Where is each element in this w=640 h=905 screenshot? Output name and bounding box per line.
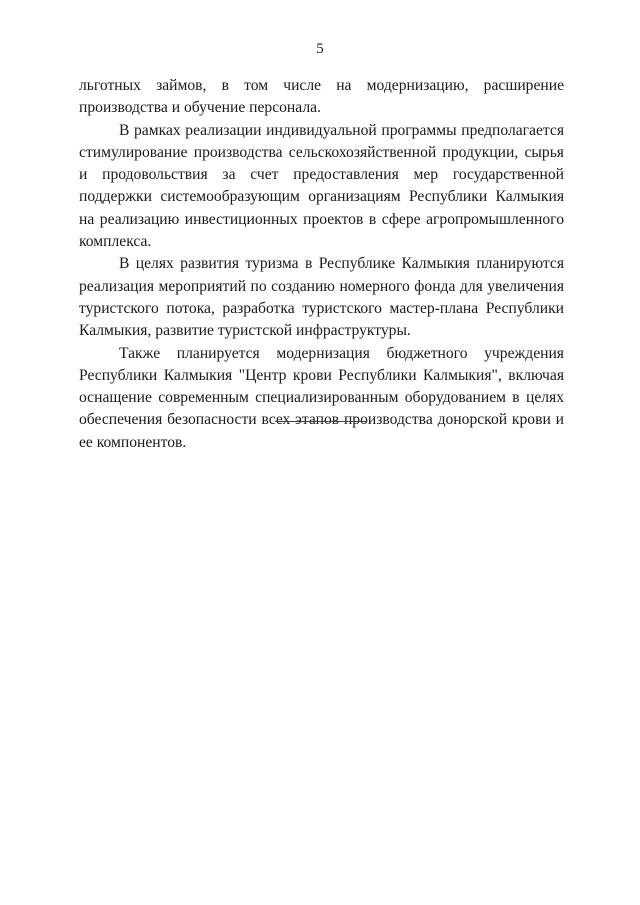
- page-number: 5: [316, 41, 324, 57]
- paragraph-individual-program: В рамках реализации индивидуальной программы предполагается стимулирование производства сельскохозяйственной продукции, сырья и продовольствия за счет предоставления мер государственной поддержки системообразующим организациям Республики Калмыкия на реализацию инвестиционных проектов в сфере агропромышленного комплекса.: [79, 121, 564, 251]
- paragraph-tourism-development: В целях развития туризма в Республике Калмыкия планируются реализация мероприятий по созданию номерного фонда для увеличения туристского потока, разработка туристского мастер-плана Республики Калмыкия, развитие туристской инфраструктуры.: [79, 255, 564, 340]
- paragraph-preferential-loans: льготных займов, в том числе на модернизацию, расширение производства и обучение персонала.: [79, 77, 564, 117]
- closing-separator-line: [275, 421, 366, 422]
- paragraph-blood-center: Также планируется модернизация бюджетного учреждения Республики Калмыкия "Центр крови Республики Калмыкия", включая оснащение современным специализированным оборудованием в целях обеспечения безопасности всех этапов производства донорской крови и ее компонентов.: [79, 344, 564, 451]
- document-body: [79, 75, 564, 454]
